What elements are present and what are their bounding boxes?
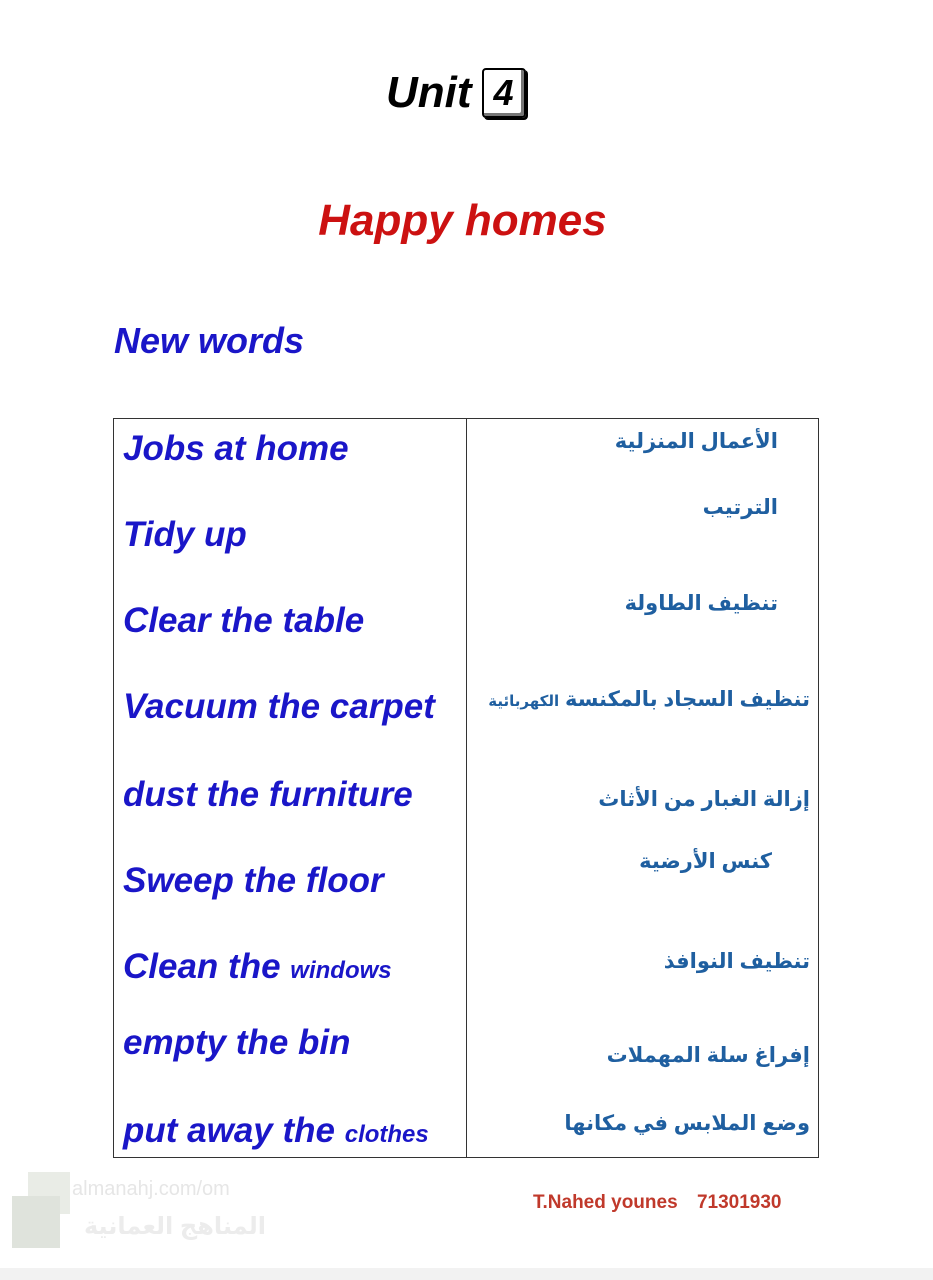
page-title: Happy homes (318, 196, 607, 245)
watermark-logo-icon (12, 1172, 70, 1248)
bottom-strip (0, 1268, 933, 1280)
vocab-en-4: Vacuum the carpet (123, 687, 435, 726)
vocab-en-7 (123, 947, 392, 987)
vocab-ar-4-small: الكهربائية (488, 693, 560, 710)
column-divider (466, 419, 467, 1157)
unit-heading (386, 68, 526, 118)
vocab-en-6: Sweep the floor (123, 861, 384, 900)
vocab-ar-1: الأعمال المنزلية (614, 430, 778, 453)
unit-label: Unit (386, 68, 472, 117)
vocab-ar-5: إزالة الغبار من الأثاث (598, 788, 810, 811)
vocab-ar-9: وضع الملابس في مكانها (564, 1112, 810, 1135)
vocab-ar-3: تنظيف الطاولة (624, 592, 778, 615)
vocab-en-2: Tidy up (123, 515, 247, 554)
unit-number-box: 4 (482, 68, 526, 118)
author-name: T.Nahed younes (533, 1192, 678, 1213)
watermark-name: المناهج العمانية (84, 1213, 266, 1240)
section-heading: New words (114, 320, 305, 361)
vocab-en-3: Clear the table (123, 601, 365, 640)
vocab-ar-4-main: تنظيف السجاد بالمكنسة (564, 688, 810, 711)
vocab-en-7-small: windows (290, 957, 392, 984)
author-phone: 71301930 (696, 1192, 782, 1213)
vocab-ar-6: كنس الأرضية (639, 850, 772, 873)
vocab-en-7-main: Clean the (123, 947, 281, 986)
vocab-ar-7: تنظيف النوافذ (663, 950, 810, 973)
vocab-en-9-main: put away the (123, 1111, 335, 1150)
vocab-en-8: empty the bin (123, 1023, 351, 1062)
watermark-url: almanahj.com/om (72, 1178, 230, 1200)
vocab-ar-2: الترتيب (702, 496, 778, 519)
vocab-en-9 (123, 1111, 429, 1151)
vocab-ar-4 (488, 687, 810, 712)
vocab-en-9-small: clothes (344, 1121, 429, 1148)
vocabulary-table (113, 418, 819, 1158)
vocab-en-1: Jobs at home (123, 429, 349, 468)
author-credit (533, 1192, 781, 1214)
vocab-en-5: dust the furniture (123, 775, 413, 814)
vocab-ar-8: إفراغ سلة المهملات (606, 1044, 810, 1067)
